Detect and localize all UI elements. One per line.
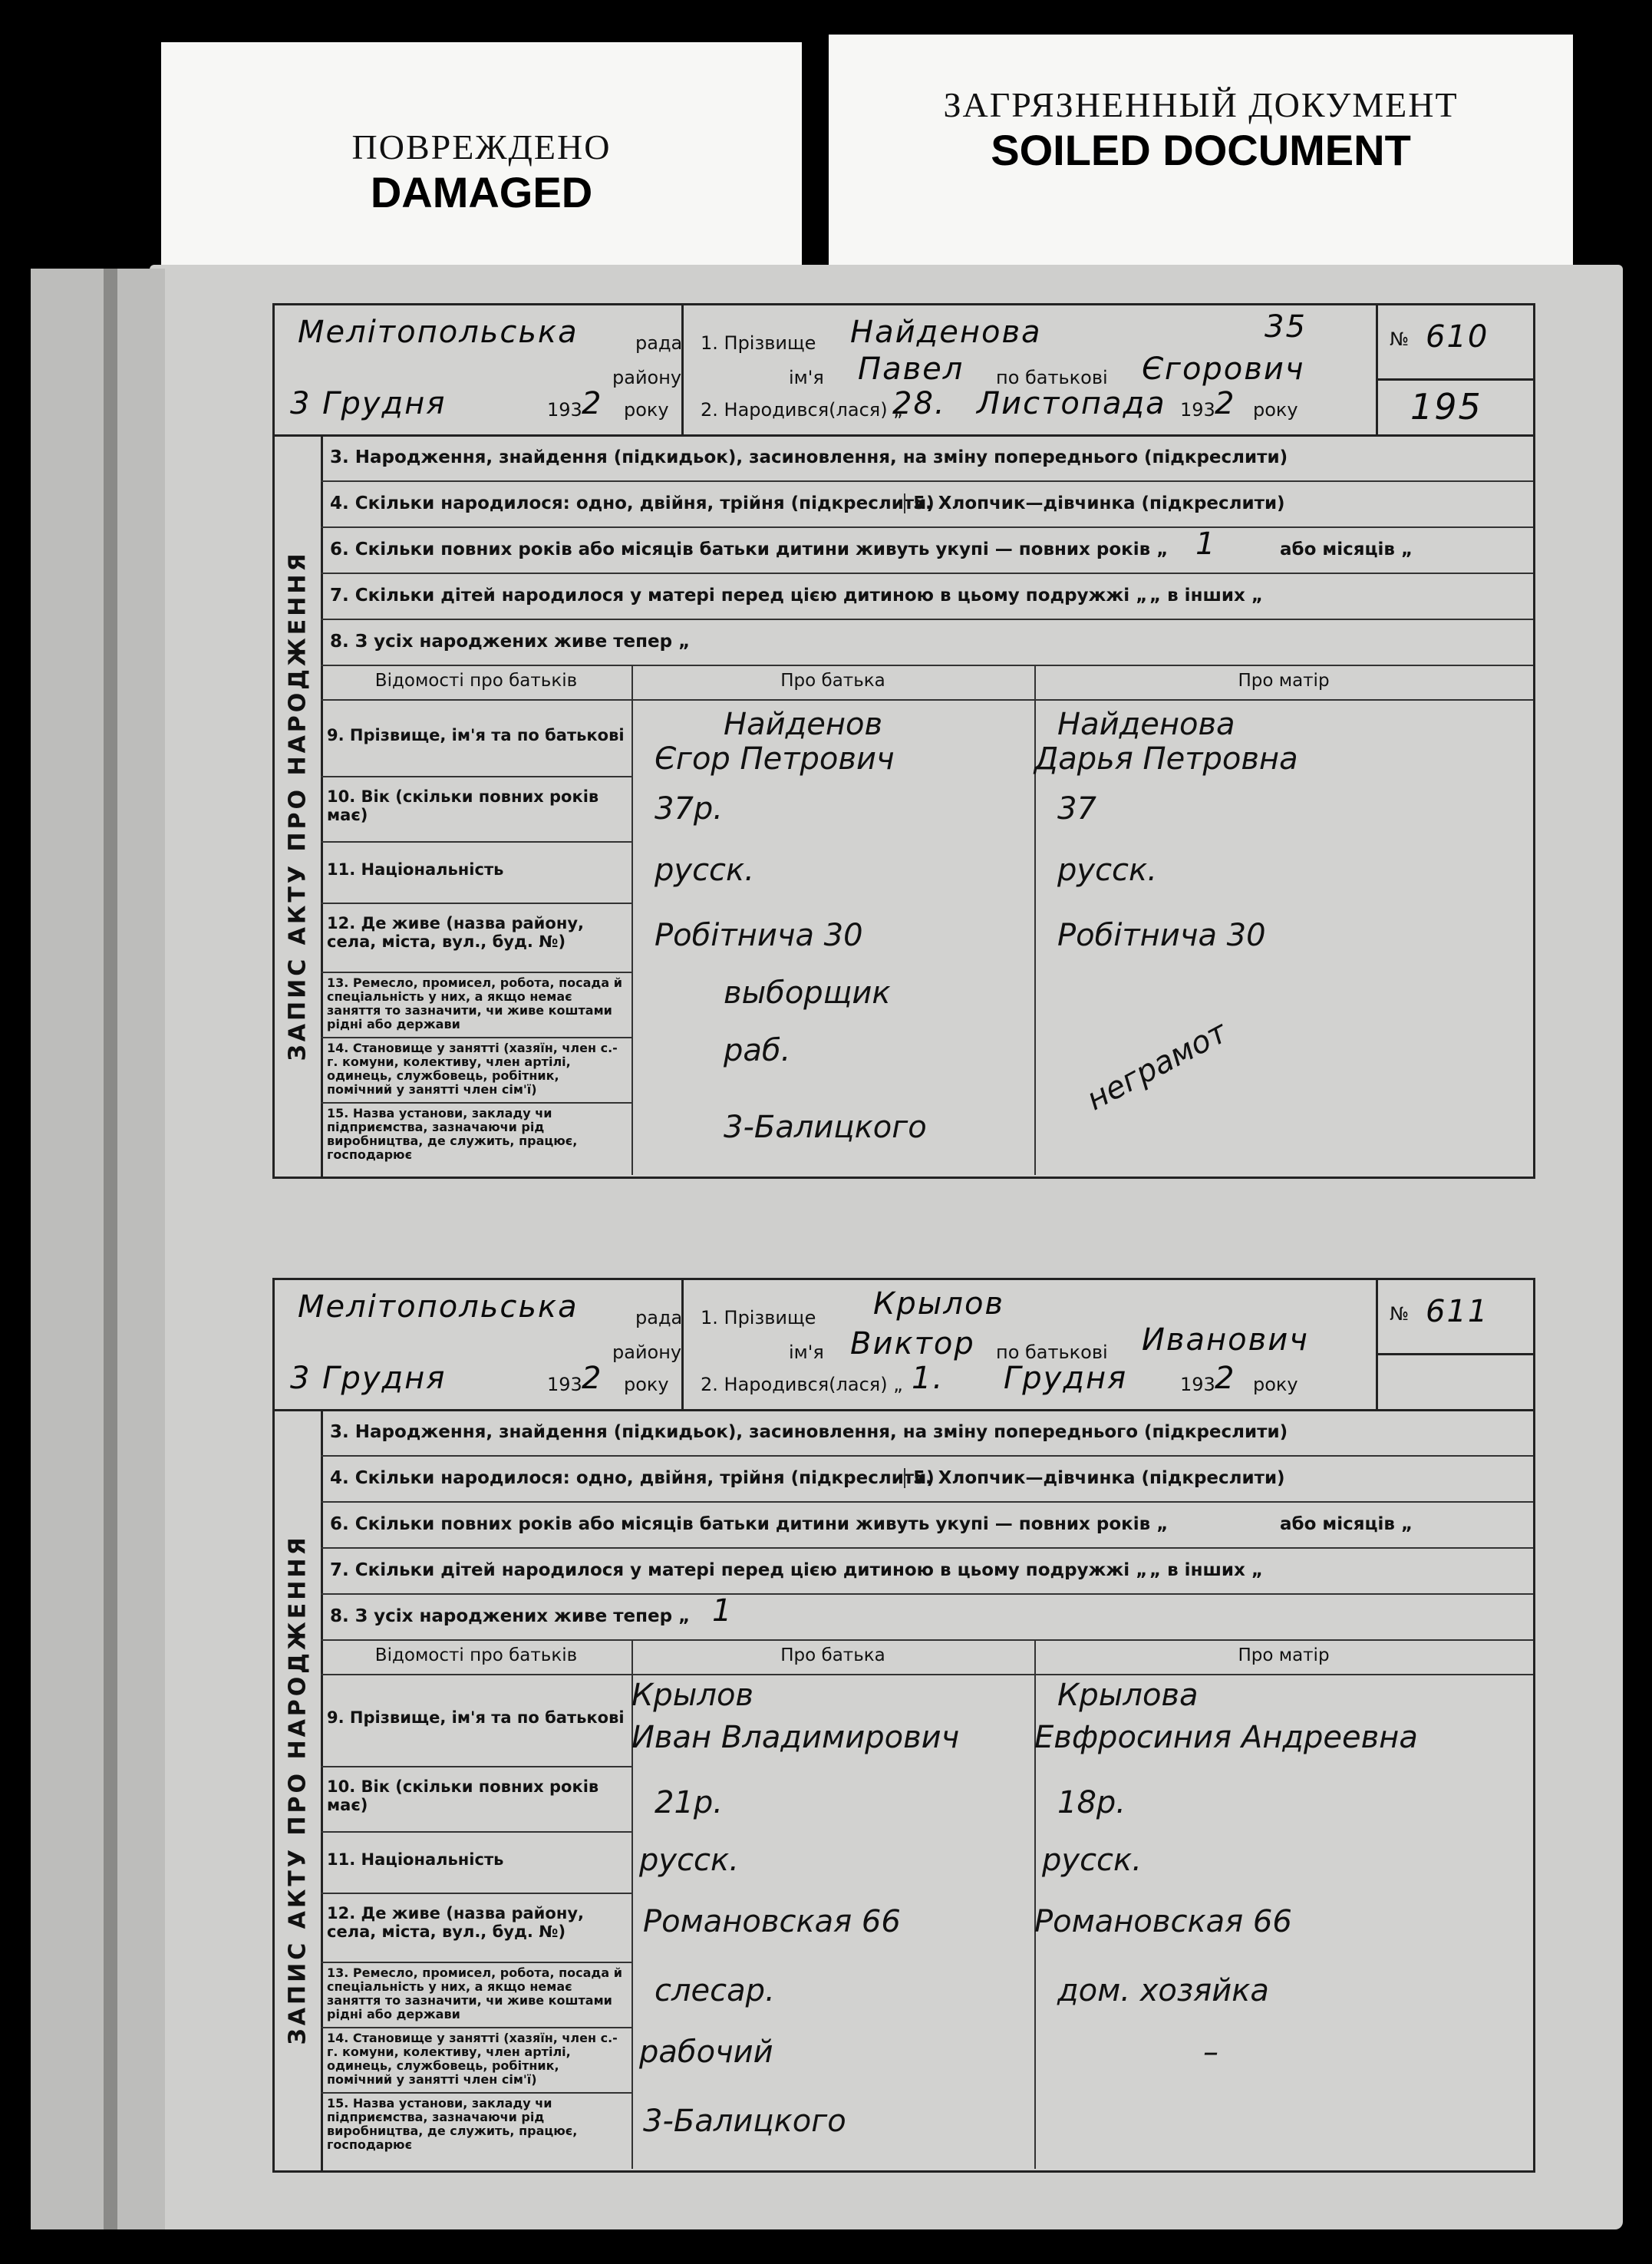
row-6	[321, 1501, 1533, 1549]
child-patronymic: Єгорович	[1142, 351, 1305, 387]
q13: 13. Ремесло, промисел, робота, посада й спеціальність у них, а якщо немає заняття то зазначити, чи живе коштами рідні або держави	[327, 1965, 622, 2021]
parents-questions	[321, 1639, 633, 2169]
damaged-label-en: DAMAGED	[370, 168, 593, 216]
q14-cell	[321, 2027, 631, 2094]
soiled-label-ua: ЗАГРЯЗНЕННЫЙ ДОКУМЕНТ	[943, 85, 1459, 124]
birth-record-610	[272, 303, 1535, 1179]
father-surname: Найденов	[724, 707, 883, 742]
father-workplace: 3-Балицкого	[643, 2104, 846, 2139]
mother-position: –	[1203, 2035, 1218, 2070]
row-5-text: 5. Хлопчик—дівчинка (підкреслити)	[904, 493, 1285, 513]
birth-roku-label: року	[1253, 399, 1298, 421]
row-8-text: 8. З усіх народжених живе тепер „	[330, 1606, 691, 1626]
father-nationality: русск.	[655, 853, 754, 888]
rada-label: рада	[635, 332, 683, 354]
father-head-cell	[631, 665, 1034, 701]
q15-cell	[321, 2092, 631, 2169]
mother-column	[1034, 1639, 1533, 2169]
col-father: Про батька	[780, 671, 885, 691]
row-6-text: 6. Скільки повних років або місяців батьки дитини живуть укупі — повних років „	[330, 540, 1169, 559]
birth-year-digit: 2	[1215, 386, 1236, 421]
child-surname: Крылов	[873, 1286, 1004, 1322]
birth-month: Листопада	[977, 386, 1166, 421]
row-8	[321, 1593, 1533, 1641]
mother-name: Дарья Петровна	[1034, 741, 1298, 777]
parents-questions	[321, 665, 633, 1175]
q15: 15. Назва установи, закладу чи підприємства, зазначаючи рід виробництва, де служить, працює, господарює	[327, 2096, 578, 2152]
soiled-label-en: SOILED DOCUMENT	[991, 126, 1411, 174]
q13-cell	[321, 1962, 631, 2028]
row-4-5	[321, 480, 1533, 528]
child-info-cell	[681, 1280, 1378, 1409]
binding-stripe	[104, 269, 117, 2229]
council-cell	[275, 305, 684, 434]
birth-roku-label: року	[1253, 1374, 1298, 1395]
corner-note: 195	[1410, 386, 1482, 427]
q9: 9. Прізвище, ім'я та по батькові	[327, 726, 625, 744]
birth-year-digit: 2	[1215, 1361, 1236, 1396]
father-workplace: 3-Балицкого	[724, 1110, 927, 1145]
father-name: Иван Владимирович	[631, 1720, 960, 1755]
row-3-text: 3. Народження, знайдення (підкидьок), засиновлення, на зміну попереднього (підкреслити)	[330, 1422, 1288, 1442]
roku-label: року	[624, 1374, 669, 1395]
father-trade: выборщик	[724, 975, 891, 1011]
row-6-months: або місяців „	[1280, 1514, 1413, 1534]
row-3-text: 3. Народження, знайдення (підкидьок), засиновлення, на зміну попереднього (підкреслити)	[330, 447, 1288, 467]
q14-cell	[321, 1037, 631, 1104]
q9: 9. Прізвище, ім'я та по батькові	[327, 1708, 625, 1727]
father-age: 21р.	[655, 1785, 724, 1820]
q9-cell	[321, 699, 631, 777]
row-7-text: 7. Скільки дітей народилося у матері перед цією дитиною в цьому подружжі „	[330, 1560, 1148, 1580]
q14: 14. Становище у занятті (хазяїн, член с.-г. комуни, колективу, член артілі, одинець, службовець, робітник, помічний у занятті член сім'ї)	[327, 2031, 618, 2087]
rada-label: рада	[635, 1307, 683, 1328]
birth-year-prefix: 193	[1180, 1374, 1215, 1395]
record-body	[321, 1409, 1533, 2170]
council-cell	[275, 1280, 684, 1409]
col-mother: Про матір	[1238, 1645, 1330, 1665]
q15: 15. Назва установи, закладу чи підприємства, зазначаючи рід виробництва, де служить, працює, господарює	[327, 1106, 578, 1162]
name-label: ім'я	[789, 1342, 824, 1363]
mother-column	[1034, 665, 1533, 1175]
record-number: 611	[1426, 1294, 1489, 1329]
father-position: рабочий	[639, 2035, 773, 2070]
council-name: Мелітопольська	[298, 1289, 579, 1325]
damaged-label	[161, 42, 802, 265]
year-prefix: 193	[547, 399, 582, 421]
birth-year-prefix: 193	[1180, 399, 1215, 421]
child-given-name: Виктор	[850, 1326, 975, 1361]
side-title: ЗАПИС АКТУ ПРО НАРОДЖЕННЯ	[284, 1534, 312, 2045]
q12-cell	[321, 1893, 631, 1963]
mother-surname: Крылова	[1057, 1678, 1199, 1713]
raionu-label: району	[612, 1342, 682, 1363]
mother-address: Романовская 66	[1034, 1904, 1292, 1939]
record-number-cell	[1376, 305, 1533, 381]
mother-head-cell	[1034, 1639, 1533, 1675]
year-prefix: 193	[547, 1374, 582, 1395]
mother-head-cell	[1034, 665, 1533, 701]
col-info-head	[321, 1639, 631, 1675]
father-head-cell	[631, 1639, 1034, 1675]
row-7	[321, 573, 1533, 620]
col-mother: Про матір	[1238, 671, 1330, 691]
mother-trade: неграмот	[1080, 1014, 1233, 1118]
row-4-text: 4. Скільки народилося: одно, двійня, трійня (підкреслити)	[330, 1468, 935, 1488]
child-surname: Найденова	[850, 315, 1042, 350]
row-3	[321, 1409, 1533, 1457]
q10-cell	[321, 1766, 631, 1833]
father-column	[631, 665, 1036, 1175]
q15-cell	[321, 1102, 631, 1175]
row-7	[321, 1547, 1533, 1595]
row-7-text: 7. Скільки дітей народилося у матері перед цією дитиною в цьому подружжі „	[330, 586, 1148, 606]
q10-cell	[321, 776, 631, 843]
number-prefix: №	[1390, 1303, 1409, 1325]
side-title: ЗАПИС АКТУ ПРО НАРОДЖЕННЯ	[284, 549, 312, 1061]
roku-label: року	[624, 399, 669, 421]
row-3	[321, 434, 1533, 482]
row-6	[321, 526, 1533, 574]
row-5-text: 5. Хлопчик—дівчинка (підкреслити)	[904, 1468, 1285, 1488]
record-number: 610	[1426, 319, 1489, 355]
mother-name: Евфросиния Андреевна	[1034, 1720, 1418, 1755]
mother-nationality: русск.	[1057, 853, 1157, 888]
born-label: 2. Народився(лася) „	[701, 399, 903, 421]
q11: 11. Національність	[327, 860, 504, 879]
patronymic-label: по батькові	[996, 367, 1108, 388]
father-surname: Крылов	[631, 1678, 753, 1713]
mother-age: 37	[1057, 791, 1096, 827]
record-number-cell	[1376, 1280, 1533, 1355]
surname-label: 1. Прізвище	[701, 332, 816, 354]
col-info: Відомості про батьків	[374, 671, 578, 691]
name-label: ім'я	[789, 367, 824, 388]
col-father: Про батька	[780, 1645, 885, 1665]
row-6-text: 6. Скільки повних років або місяців батьки дитини живуть укупі — повних років „	[330, 1514, 1169, 1534]
father-nationality: русск.	[639, 1843, 739, 1878]
father-position: раб.	[724, 1033, 791, 1068]
q11-cell	[321, 841, 631, 904]
top-note: 35	[1265, 309, 1307, 345]
q10: 10. Вік (скільки повних років має)	[327, 1777, 599, 1814]
father-name: Єгор Петрович	[655, 741, 895, 777]
child-patronymic: Иванович	[1142, 1322, 1309, 1358]
mother-trade: дом. хозяйка	[1057, 1973, 1269, 2008]
soiled-label	[829, 35, 1573, 265]
q12: 12. Де живе (назва району, села, міста, вул., буд. №)	[327, 914, 584, 951]
number-prefix: №	[1390, 328, 1409, 350]
row-7-other: „ в інших „	[1149, 586, 1263, 606]
record-header	[275, 1280, 1533, 1411]
surname-label: 1. Прізвище	[701, 1307, 816, 1328]
page-binding	[31, 269, 165, 2229]
q12-cell	[321, 903, 631, 973]
living-now: 1	[712, 1593, 734, 1629]
record-body	[321, 434, 1533, 1177]
row-4-text: 4. Скільки народилося: одно, двійня, трійня (підкреслити)	[330, 493, 935, 513]
father-address: Робітнича 30	[655, 918, 863, 953]
birth-record-611	[272, 1278, 1535, 2173]
row-8-text: 8. З усіх народжених живе тепер „	[330, 632, 691, 652]
born-label: 2. Народився(лася) „	[701, 1374, 903, 1395]
registration-date: 3 Грудня	[290, 1361, 447, 1396]
patronymic-label: по батькові	[996, 1342, 1108, 1363]
birth-day: 28.	[892, 386, 946, 421]
raionu-label: району	[612, 367, 682, 388]
side-title-cell	[275, 1409, 323, 2170]
mother-age: 18р.	[1057, 1785, 1126, 1820]
year-digit: 2	[582, 1361, 603, 1396]
q11-cell	[321, 1831, 631, 1894]
mother-nationality: русск.	[1042, 1843, 1142, 1878]
q13: 13. Ремесло, промисел, робота, посада й спеціальність у них, а якщо немає заняття то зазначити, чи живе коштами рідні або держави	[327, 975, 622, 1031]
q10: 10. Вік (скільки повних років має)	[327, 787, 599, 824]
birth-month: Грудня	[1004, 1361, 1128, 1396]
birth-day: 1.	[912, 1361, 945, 1396]
row-4-5	[321, 1455, 1533, 1503]
mother-surname: Найденова	[1057, 707, 1235, 742]
row-8	[321, 619, 1533, 666]
q14: 14. Становище у занятті (хазяїн, член с.-г. комуни, колективу, член артілі, одинець, службовець, робітник, помічний у занятті член сім'ї)	[327, 1041, 618, 1097]
father-column	[631, 1639, 1036, 2169]
father-age: 37р.	[655, 791, 724, 827]
years-together: 1	[1195, 526, 1217, 562]
record-header	[275, 305, 1533, 437]
child-given-name: Павел	[858, 351, 964, 387]
row-7-other: „ в інших „	[1149, 1560, 1263, 1580]
damaged-label-ua: ПОВРЕЖДЕНО	[351, 127, 612, 167]
q13-cell	[321, 972, 631, 1038]
q9-cell	[321, 1674, 631, 1767]
col-info-head	[321, 665, 631, 701]
council-name: Мелітопольська	[298, 315, 579, 350]
year-digit: 2	[582, 386, 603, 421]
father-address: Романовская 66	[643, 1904, 901, 1939]
side-title-cell	[275, 434, 323, 1177]
mother-address: Робітнича 30	[1057, 918, 1266, 953]
q12: 12. Де живе (назва району, села, міста, вул., буд. №)	[327, 1904, 584, 1941]
col-info: Відомості про батьків	[374, 1645, 578, 1665]
father-trade: слесар.	[655, 1973, 775, 2008]
row-6-months: або місяців „	[1280, 540, 1413, 559]
registration-date: 3 Грудня	[290, 386, 447, 421]
q11: 11. Національність	[327, 1850, 504, 1869]
child-info-cell	[681, 305, 1378, 434]
